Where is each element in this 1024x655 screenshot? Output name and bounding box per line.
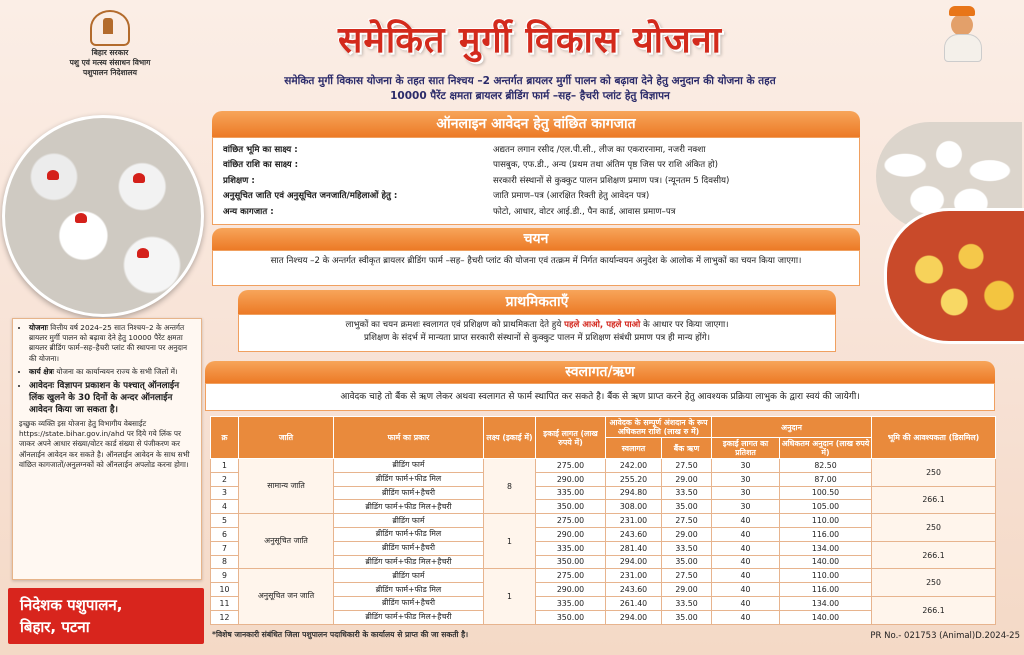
cell-bank-loan: 33.50: [662, 541, 712, 555]
cell-farm-type: ब्रीडिंग फार्म+फीड मिल: [334, 472, 484, 486]
director-title: निदेशक पशुपालन,: [20, 596, 123, 614]
cell-max-subsidy: 140.00: [780, 610, 872, 624]
cell-bank-loan: 27.50: [662, 514, 712, 528]
cell-max-subsidy: 110.00: [780, 569, 872, 583]
cell-subsidy-pct: 40: [712, 583, 780, 597]
col-sn: क्र: [211, 417, 239, 459]
col-farm-type: फार्म का प्रकार: [334, 417, 484, 459]
cell-unit-cost: 335.00: [536, 486, 606, 500]
documents-heading: ऑनलाइन आवेदन हेतु वांछित कागजात: [212, 111, 860, 137]
cell-sn: 5: [211, 514, 239, 528]
cell-subsidy-pct: 40: [712, 596, 780, 610]
cell-self-cost: 243.60: [606, 583, 662, 597]
emblem-line-2: पशु एवं मत्स्य संसाधन विभाग: [69, 58, 151, 67]
col-bank-loan: बैंक ऋण: [662, 438, 712, 459]
hens-photo: [2, 115, 204, 317]
cell-max-subsidy: 116.00: [780, 527, 872, 541]
cell-sn: 3: [211, 486, 239, 500]
cell-subsidy-pct: 30: [712, 472, 780, 486]
cell-subsidy-pct: 40: [712, 610, 780, 624]
cell-max-subsidy: 116.00: [780, 583, 872, 597]
cell-land: 250: [872, 514, 996, 542]
selection-heading: चयन: [212, 228, 860, 250]
cell-farm-type: ब्रीडिंग फार्म+फीड मिल: [334, 527, 484, 541]
cell-unit-cost: 335.00: [536, 596, 606, 610]
doc-row: वांछित राशि का साक्ष्य : पासबुक, एफ.डी., अन्य (प्रथम तथा अंतिम पृष्ठ जिस पर राशि अंकित हो): [223, 160, 718, 171]
subtitle-line-2: 10000 पैरेंट क्षमता ब्रायलर ब्रीडिंग फार्म –सह– हैचरी प्लांट हेतु विज्ञापन: [390, 90, 670, 102]
cell-self-cost: 242.00: [606, 459, 662, 473]
cell-bank-loan: 33.50: [662, 596, 712, 610]
table-row: [211, 459, 996, 473]
cell-subsidy-pct: 40: [712, 555, 780, 569]
scheme-item: • योजनाः वित्तीय वर्ष 2024–25 सात निश्चय–2 के अन्तर्गत ब्रायलर मुर्गी पालन को बढ़ावा देने हेतु 10000 पैरेंट क्षमता ब्रायलर ब्रीडिंग फार्म–सह–हैचरी प्लांट की स्थापना पर अनुदान की योजना।: [29, 323, 195, 364]
cell-unit-cost: 290.00: [536, 472, 606, 486]
cell-max-subsidy: 134.00: [780, 596, 872, 610]
cell-farm-type: ब्रीडिंग फार्म: [334, 459, 484, 473]
col-units: लक्ष्य (इकाई में): [484, 417, 536, 459]
cell-land: 250: [872, 459, 996, 487]
bihar-seal-icon: [90, 10, 130, 46]
cell-units: 1: [484, 514, 536, 569]
priority-panel: [238, 314, 836, 352]
doc-row: वांछित भूमि का साक्ष्य : अद्यतन लगान रसीद /एल.पी.सी., लीज का एकरारनामा, नजरी नक्शा: [223, 145, 706, 155]
cell-subsidy-pct: 40: [712, 541, 780, 555]
pr-number: PR No.- 021753 (Animal)D.2024-25: [870, 631, 1020, 641]
scheme-info-box: [12, 318, 202, 580]
cell-max-subsidy: 134.00: [780, 541, 872, 555]
director-location: बिहार, पटना: [20, 618, 90, 636]
cell-farm-type: ब्रीडिंग फार्म: [334, 514, 484, 528]
table-row: [211, 569, 996, 583]
cell-bank-loan: 35.00: [662, 500, 712, 514]
cell-sn: 8: [211, 555, 239, 569]
cell-unit-cost: 290.00: [536, 583, 606, 597]
cell-farm-type: ब्रीडिंग फार्म+हैचरी: [334, 486, 484, 500]
footer-note: *विशेष जानकारी संबंधित जिला पशुपालन पदाधिकारी के कार्यालय से प्राप्त की जा सकती है।: [212, 630, 469, 639]
cell-units: 1: [484, 569, 536, 624]
cell-caste: अनुसूचित जन जाति: [239, 569, 334, 624]
cell-subsidy-pct: 40: [712, 527, 780, 541]
loan-heading: स्वलागत/ऋण: [205, 361, 995, 383]
subtitle-line-1: समेकित मुर्गी विकास योजना के तहत सात निश्चय –2 अन्तर्गत ब्रायलर मुर्गी पालन को बढ़ावा देने हेतु अनुदान की योजना के तहत: [284, 75, 776, 87]
cell-farm-type: ब्रीडिंग फार्म+फीड मिल+हैचरी: [334, 610, 484, 624]
cell-self-cost: 231.00: [606, 569, 662, 583]
cell-farm-type: ब्रीडिंग फार्म+हैचरी: [334, 541, 484, 555]
chicks-photo: [884, 208, 1024, 344]
cell-sn: 1: [211, 459, 239, 473]
cell-caste: अनुसूचित जाति: [239, 514, 334, 569]
cell-unit-cost: 290.00: [536, 527, 606, 541]
col-subsidy: अनुदान: [712, 417, 872, 438]
col-unit-cost: इकाई लागत (लाख रुपये में): [536, 417, 606, 459]
cell-caste: सामान्य जाति: [239, 459, 334, 514]
application-item: • आवेदनः विज्ञापन प्रकाशन के पश्चात् ऑनलाईन लिंक खुलने के 30 दिनों के अन्दर ऑनलाईन आवेदन किया जा सकता है।: [29, 380, 195, 416]
cell-max-subsidy: 105.00: [780, 500, 872, 514]
cell-max-subsidy: 82.50: [780, 459, 872, 473]
cell-bank-loan: 33.50: [662, 486, 712, 500]
cell-bank-loan: 35.00: [662, 555, 712, 569]
cell-subsidy-pct: 40: [712, 569, 780, 583]
cell-self-cost: 261.40: [606, 596, 662, 610]
col-subsidy-pct: इकाई लागत का प्रतिशत: [712, 438, 780, 459]
cell-land: 266.1: [872, 486, 996, 514]
cell-bank-loan: 29.00: [662, 472, 712, 486]
work-area-item: • कार्य क्षेत्रः योजना का कार्यान्वयन राज्य के सभी जिलों में।: [29, 367, 195, 377]
cell-sn: 10: [211, 583, 239, 597]
cell-subsidy-pct: 30: [712, 486, 780, 500]
cell-self-cost: 255.20: [606, 472, 662, 486]
cell-unit-cost: 350.00: [536, 555, 606, 569]
cell-sn: 7: [211, 541, 239, 555]
subsidy-table: [210, 416, 996, 624]
selection-text: सात निश्चय –2 के अन्तर्गत स्वीकृत ब्रायलर ब्रीडिंग फार्म –सह– हैचरी प्लांट की योजना एवं तत्क्रम में निर्गत कार्यान्वयन अनुदेश के आलोक में लाभुकों का चयन किया जाएगा।: [212, 250, 860, 286]
cell-subsidy-pct: 40: [712, 514, 780, 528]
cell-self-cost: 231.00: [606, 514, 662, 528]
cell-bank-loan: 35.00: [662, 610, 712, 624]
director-signature-block: [8, 588, 204, 644]
cell-land: 266.1: [872, 596, 996, 624]
cell-sn: 6: [211, 527, 239, 541]
cell-sn: 11: [211, 596, 239, 610]
cell-land: 266.1: [872, 541, 996, 569]
documents-panel: [212, 137, 860, 225]
cell-unit-cost: 350.00: [536, 500, 606, 514]
col-max-subsidy: अधिकतम अनुदान (लाख रुपये में): [780, 438, 872, 459]
cell-sn: 9: [211, 569, 239, 583]
cell-subsidy-pct: 30: [712, 500, 780, 514]
cell-max-subsidy: 100.50: [780, 486, 872, 500]
cell-sn: 2: [211, 472, 239, 486]
farmer-figure-icon: [942, 14, 982, 66]
cell-unit-cost: 350.00: [536, 610, 606, 624]
govt-emblem-block: [60, 10, 160, 78]
cell-unit-cost: 275.00: [536, 569, 606, 583]
cell-farm-type: ब्रीडिंग फार्म+हैचरी: [334, 596, 484, 610]
cell-farm-type: ब्रीडिंग फार्म+फीड मिल+हैचरी: [334, 555, 484, 569]
emblem-line-1: बिहार सरकार: [91, 48, 129, 57]
cell-self-cost: 308.00: [606, 500, 662, 514]
cell-farm-type: ब्रीडिंग फार्म+फीड मिल: [334, 583, 484, 597]
priority-line-2: प्रशिक्षण के संदर्भ में मान्यता प्राप्त सरकारी संस्थानों से कुक्कुट पालन में प्रशिक्षण संबंधी प्रमाण पत्र ही मान्य होंगे।: [364, 333, 710, 343]
cell-max-subsidy: 87.00: [780, 472, 872, 486]
cell-bank-loan: 29.00: [662, 583, 712, 597]
cell-sn: 12: [211, 610, 239, 624]
cell-land: 250: [872, 569, 996, 597]
cell-bank-loan: 29.00: [662, 527, 712, 541]
page-subtitle: [190, 74, 870, 104]
cell-max-subsidy: 140.00: [780, 555, 872, 569]
doc-row: अनुसूचित जाति एवं अनुसूचित जनजाति/महिलाओं हेतु : जाति प्रमाण–पत्र (आरक्षित रिक्ती हेतु आवेदन पत्र): [223, 191, 650, 202]
loan-text: आवेदक चाहे तो बैंक से ऋण लेकर अथवा स्वलागत से फार्म स्थापित कर सकते है। बैंक से ऋण प्राप्त करने हेतु आवश्यक प्रक्रिया लाभुक के द्वारा स्वयं की जायेगी।: [205, 383, 995, 411]
cell-self-cost: 294.00: [606, 555, 662, 569]
col-land: भूमि की आवश्यकता (डिसमिल): [872, 417, 996, 459]
priority-heading: प्राथमिकताएँ: [238, 290, 836, 314]
cell-farm-type: ब्रीडिंग फार्म: [334, 569, 484, 583]
cell-self-cost: 294.80: [606, 486, 662, 500]
cell-sn: 4: [211, 500, 239, 514]
col-self-cost: स्वलागत: [606, 438, 662, 459]
cell-self-cost: 281.40: [606, 541, 662, 555]
cell-subsidy-pct: 30: [712, 459, 780, 473]
application-instructions: इच्छुक व्यक्ति इस योजना हेतु विभागीय वेबसाईट https://state.bihar.gov.in/ahd पर दिये गये लिंक पर जाकर अपने आधार संख्या/वोटर कार्ड संख्या से पंजीकरण कर ऑनलाईन आवेदन कर सकते है। ऑनलाईन आवेदन के साथ सभी वांछित कागजातों/अनुलग्नकों को ऑनलाईन अपलोड करना होगा।: [19, 419, 190, 469]
table-body: [211, 459, 996, 625]
cell-unit-cost: 275.00: [536, 459, 606, 473]
cell-farm-type: ब्रीडिंग फार्म+फीड मिल+हैचरी: [334, 500, 484, 514]
cell-unit-cost: 275.00: [536, 514, 606, 528]
first-come-highlight: पहले आओ, पहले पाओ: [564, 320, 641, 330]
emblem-line-3: पशुपालन निदेशालय: [83, 68, 137, 77]
doc-row: अन्य कागजात : फोटो, आधार, वोटर आई.डी., पैन कार्ड, आवास प्रमाण–पत्र: [223, 206, 676, 217]
cell-bank-loan: 27.50: [662, 459, 712, 473]
priority-line-1: लाभुकों का चयन क्रमशः स्वलागत एवं प्रशिक्षण को प्राथमिकता देते हुये पहले आओ, पहले पाओ के आधार पर किया जाएगा।: [345, 320, 729, 330]
cell-unit-cost: 335.00: [536, 541, 606, 555]
col-caste: जाति: [239, 417, 334, 459]
col-contribution: आवेदक के सम्पूर्ण अंशदान के रूप अधिकतम राशि (लाख रु में): [606, 417, 712, 438]
cell-self-cost: 294.00: [606, 610, 662, 624]
doc-row: प्रशिक्षण : सरकारी संस्थानों से कुक्कुट पालन प्रशिक्षण प्रमाण पत्र। (न्यूनतम 5 दिवसीय): [223, 175, 730, 186]
table-row: [211, 514, 996, 528]
cell-units: 8: [484, 459, 536, 514]
cell-max-subsidy: 110.00: [780, 514, 872, 528]
cell-self-cost: 243.60: [606, 527, 662, 541]
cell-bank-loan: 27.50: [662, 569, 712, 583]
page-title: समेकित मुर्गी विकास योजना: [338, 20, 722, 61]
